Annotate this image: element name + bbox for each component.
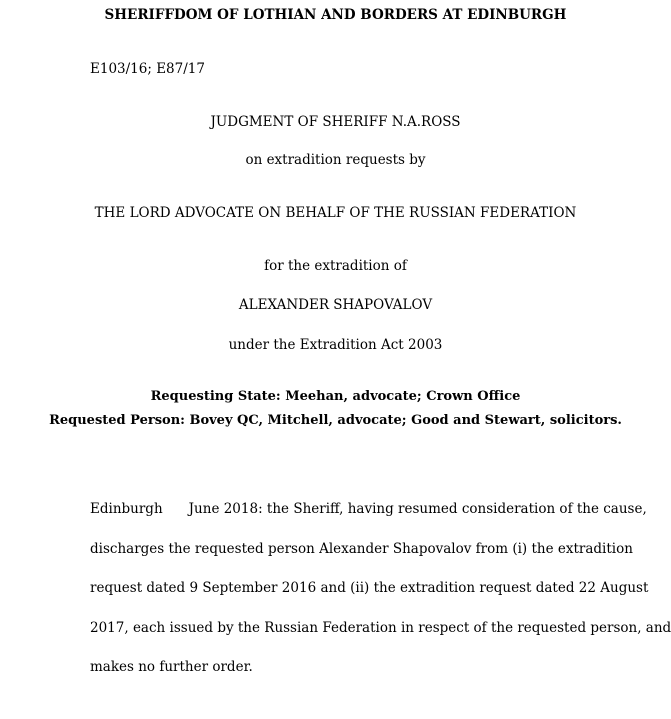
interlocutor-line: request dated 9 September 2016 and (ii) the extradition request dated 22 August bbox=[90, 580, 649, 596]
requested-person-name: ALEXANDER SHAPOVALOV bbox=[238, 297, 433, 313]
extradition-of-label: for the extradition of bbox=[264, 258, 407, 274]
requests-subtitle: on extradition requests by bbox=[245, 152, 426, 168]
case-references: E103/16; E87/17 bbox=[90, 61, 205, 77]
interlocutor-line bbox=[90, 501, 647, 517]
act-reference: under the Extradition Act 2003 bbox=[228, 337, 443, 353]
requesting-party: THE LORD ADVOCATE ON BEHALF OF THE RUSSIAN FEDERATION bbox=[94, 205, 577, 221]
requested-person-representation: Requested Person: Bovey QC, Mitchell, advocate; Good and Stewart, solicitors. bbox=[49, 413, 622, 428]
interlocutor-line: 2017, each issued by the Russian Federation in respect of the requested person, and bbox=[90, 620, 671, 636]
requesting-state-representation: Requesting State: Meehan, advocate; Crown Office bbox=[150, 389, 521, 404]
judgment-title: JUDGMENT OF SHERIFF N.A.ROSS bbox=[210, 114, 461, 130]
interlocutor-text: June 2018: the Sheriff, having resumed consideration of the cause, bbox=[188, 501, 647, 517]
interlocutor-place: Edinburgh bbox=[90, 501, 163, 517]
interlocutor-line: discharges the requested person Alexander Shapovalov from (i) the extradition bbox=[90, 541, 633, 557]
interlocutor-line: makes no further order. bbox=[90, 659, 253, 675]
court-heading: SHERIFFDOM OF LOTHIAN AND BORDERS AT EDINBURGH bbox=[104, 7, 567, 23]
